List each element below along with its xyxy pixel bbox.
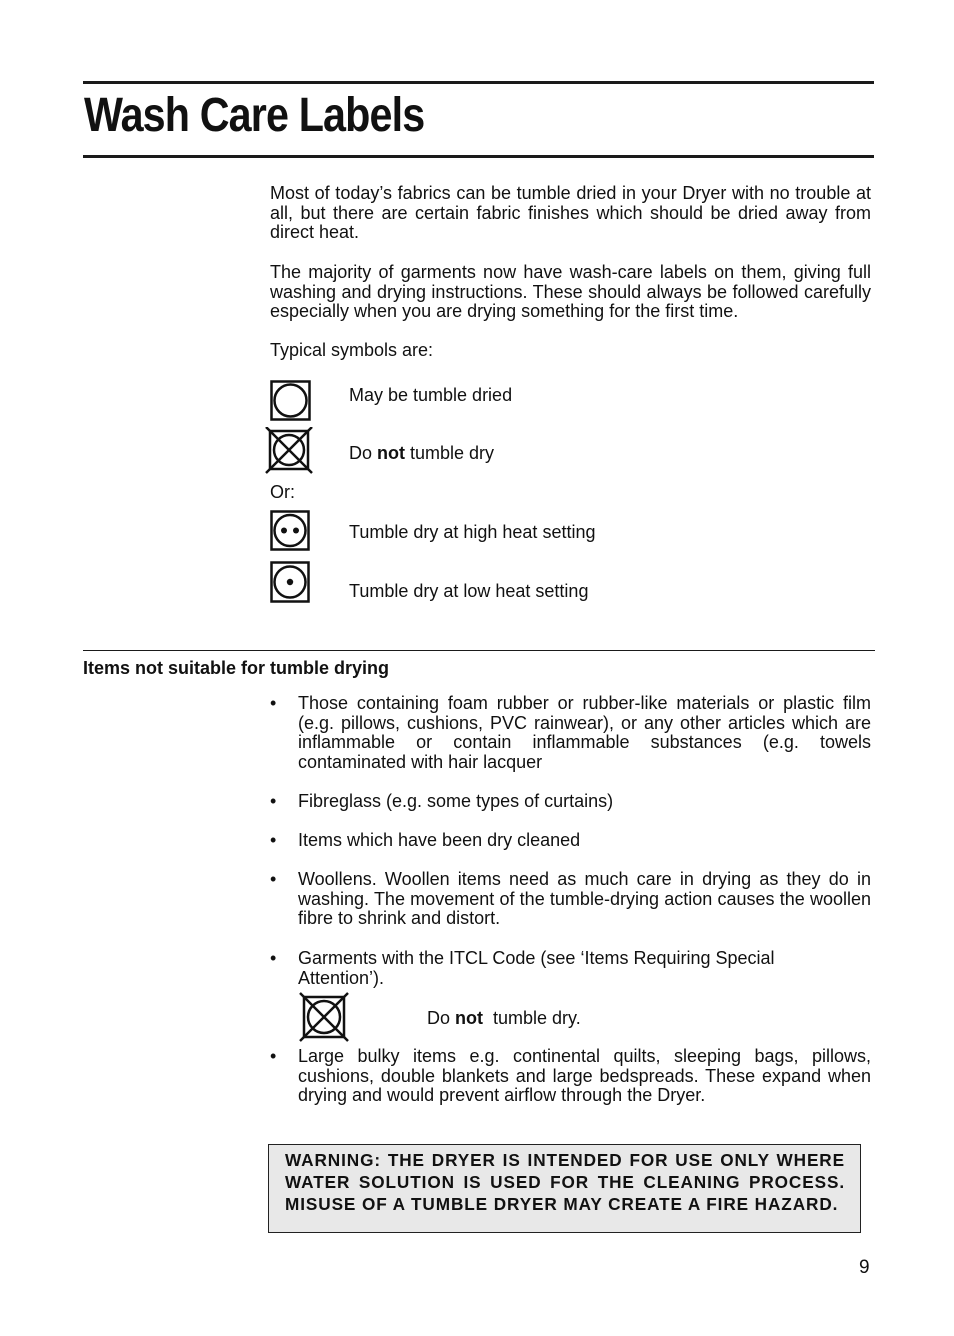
list-item-text: Items which have been dry cleaned: [298, 830, 581, 850]
symbol-label: Tumble dry at high heat setting: [349, 522, 596, 542]
tumble-dry-icon: [270, 380, 314, 424]
list-item-text: Woollens. Woollen items need as much care in drying as they do in washing. The movement of the tumble-drying action causes the woollen fibre to shrink and distort.: [298, 869, 871, 929]
or-label: Or:: [270, 482, 295, 502]
symbol-row-do-not-tumble-dry: [270, 427, 871, 471]
itcl-note: Do not tumble dry.: [427, 1008, 581, 1028]
warning-box: WARNING: THE DRYER IS INTENDED FOR USE ONLY WHERE WATER SOLUTION IS USED FOR THE CLEANING PROCESS. MISUSE OF A TUMBLE DRYER MAY CREATE A FIRE HAZARD.: [268, 1144, 861, 1233]
symbol-label: May be tumble dried: [349, 385, 513, 405]
bullet-marker: •: [270, 830, 277, 850]
symbol-row-tumble-dry: [270, 380, 871, 424]
symbol-label: Tumble dry at low heat setting: [349, 581, 589, 601]
bullet-marker: •: [270, 1046, 277, 1066]
list-item-text: Large bulky items e.g. continental quilts, sleeping bags, pillows, cushions, double blankets and large bedspreads. These expand when drying and would prevent airflow through the Dryer.: [298, 1046, 871, 1106]
symbol-row-high-heat: [270, 510, 871, 554]
do-not-tumble-dry-icon: [264, 427, 316, 475]
bullet-marker: •: [270, 693, 277, 713]
bullet-marker: •: [270, 791, 277, 811]
section-rule: [83, 650, 875, 651]
symbol-row-low-heat: [270, 561, 871, 605]
page-title: Wash Care Labels: [84, 89, 425, 142]
bullet-marker: •: [270, 948, 277, 968]
page-number: 9: [859, 1257, 870, 1278]
intro-paragraph-2: The majority of garments now have wash-care labels on them, giving full washing and drying instructions. These should always be followed carefully especially when you are drying something for the first time.: [270, 262, 871, 322]
intro-paragraph-1: Most of today’s fabrics can be tumble dried in your Dryer with no trouble at all, but there are certain fabric finishes which should be dried away from direct heat.: [270, 183, 871, 243]
title-rule: [83, 155, 874, 158]
tumble-dry-low-heat-icon: [270, 561, 314, 605]
list-item-text: Those containing foam rubber or rubber-like materials or plastic film (e.g. pillows, cushions, PVC rainwear), or any other articles which are inflammable or contain inflammable substances (e.g. towels contaminated with hair lacquer: [298, 693, 871, 772]
do-not-tumble-dry-icon: [298, 992, 352, 1042]
bullet-marker: •: [270, 869, 277, 889]
section-heading: Items not suitable for tumble drying: [83, 658, 390, 678]
symbol-label: Do not tumble dry: [349, 443, 495, 463]
intro-paragraph-3: Typical symbols are:: [270, 340, 434, 360]
top-rule: [83, 81, 874, 84]
list-item-text: Fibreglass (e.g. some types of curtains): [298, 791, 614, 811]
tumble-dry-high-heat-icon: [270, 510, 314, 554]
list-item-text: Garments with the ITCL Code (see ‘Items Requiring Special Attention’).: [298, 948, 775, 988]
